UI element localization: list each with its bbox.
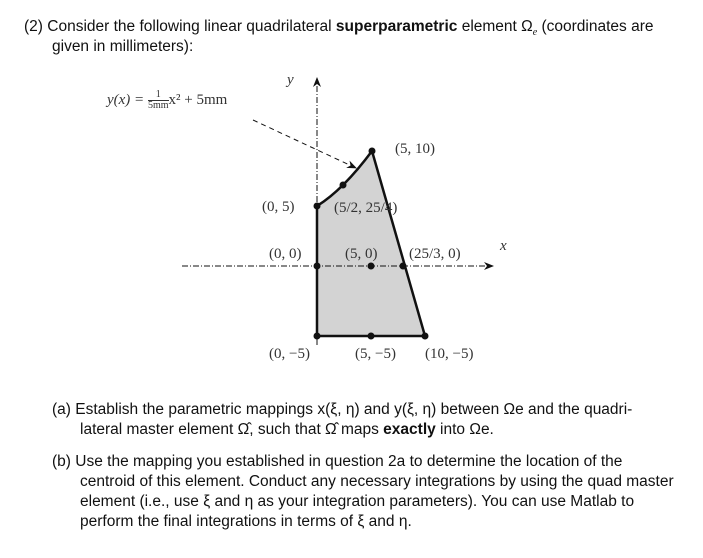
element-shape bbox=[317, 151, 425, 336]
intro-text: Consider the following linear quadrilateral bbox=[47, 18, 336, 35]
node-label: (0, 5) bbox=[262, 199, 295, 215]
part-text: Establish the parametric mappings x(ξ, η) and y(ξ, η) between Ωe and the quadri- bbox=[75, 401, 633, 418]
node bbox=[368, 263, 375, 270]
curve-equation bbox=[107, 90, 227, 111]
node-label: (0, 0) bbox=[269, 246, 302, 262]
node-label: (0, −5) bbox=[269, 346, 310, 362]
node-label: (5/2, 25/4) bbox=[334, 200, 398, 216]
part-bold: exactly bbox=[383, 421, 436, 438]
node-label: (10, −5) bbox=[425, 346, 474, 362]
node bbox=[314, 203, 321, 210]
node bbox=[369, 148, 376, 155]
node bbox=[368, 333, 375, 340]
problem-number: (2) bbox=[24, 18, 43, 35]
eq-num: 1 bbox=[148, 90, 169, 101]
node-label: (5, 0) bbox=[345, 246, 378, 262]
y-axis-label: y bbox=[287, 72, 294, 88]
intro-bold: superparametric bbox=[335, 18, 458, 35]
node-label: (25/3, 0) bbox=[409, 246, 461, 262]
curve-pointer-arrow bbox=[253, 120, 356, 168]
part-b-line: perform the final integrations in terms of ξ and η. bbox=[80, 513, 412, 530]
intro-sub: e bbox=[532, 27, 538, 39]
node-label: (5, 10) bbox=[395, 141, 435, 157]
eq-left: y(x) = bbox=[107, 91, 148, 108]
eq-right: x² + 5mm bbox=[168, 91, 228, 108]
part-label: (a) bbox=[52, 401, 71, 418]
node-label: (5, −5) bbox=[355, 346, 396, 362]
part-a bbox=[52, 400, 632, 420]
part-text: lateral master element Ω̂, such that Ω̂ maps bbox=[80, 421, 384, 438]
part-b-line: element (i.e., use ξ and η as your integration parameters). You can use Matlab to bbox=[80, 493, 635, 510]
node bbox=[340, 182, 347, 189]
node bbox=[400, 263, 407, 270]
part-a-line2 bbox=[80, 420, 494, 440]
part-b-line: centroid of this element. Conduct any necessary integrations by using the quad master bbox=[80, 473, 674, 490]
problem-statement-line2: given in millimeters): bbox=[52, 38, 194, 55]
part-label: (b) bbox=[52, 453, 71, 470]
eq-den: 5mm bbox=[147, 100, 169, 111]
intro-text-c: (coordinates are bbox=[537, 18, 654, 35]
node bbox=[422, 333, 429, 340]
part-b bbox=[52, 452, 622, 472]
intro-text-b: element Ω bbox=[457, 18, 533, 35]
part-text: Use the mapping you established in question 2a to determine the location of the bbox=[75, 453, 623, 470]
node bbox=[314, 263, 321, 270]
x-axis-label: x bbox=[500, 238, 507, 254]
node bbox=[314, 333, 321, 340]
part-text: into Ωe. bbox=[435, 421, 494, 438]
